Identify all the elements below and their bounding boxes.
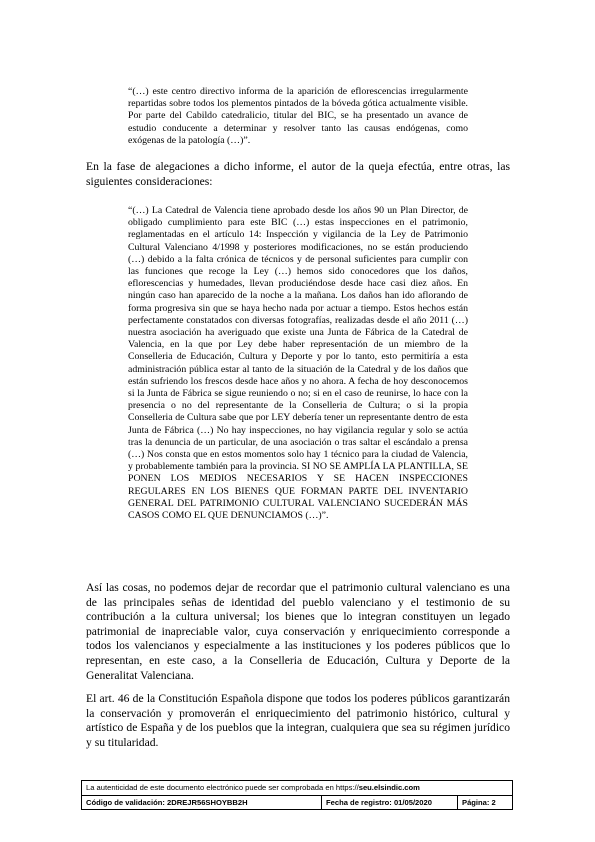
footer-info-row xyxy=(82,796,512,810)
validation-code: Código de validación: 2DREJR56SHOYBB2H xyxy=(82,796,322,810)
paragraph-constitution-art46: El art. 46 de la Constitución Española dispone que todos los poderes públicos garantizarán la conservación y promoverán el enriquecimiento del patrimonio histórico, cultural y artístico de España y de los pueblos que la integran, cualquiera que sea su régimen jurídico y su titularidad. xyxy=(86,692,510,749)
quote-block-1: “(…) este centro directivo informa de la aparición de eflorescencias irregularmente repartidas sobre todos los plementos pintados de la bóveda gótica actualmente visible. Por parte del Cabildo catedralicio, titular del BIC, se ha presentado un avance de estudio conducente a determinar y resolver tanto las causas endógenas, como exógenas de la patología (…)”. xyxy=(128,86,468,146)
registration-date: Fecha de registro: 01/05/2020 xyxy=(322,796,458,810)
paragraph-cultural-heritage: Así las cosas, no podemos dejar de recordar que el patrimonio cultural valenciano es una de las principales señas de identidad del pueblo valenciano y el testimonio de su contribución a la cultura universal; los bienes que lo integran constituyen un legado patrimonial de inapreciable valor, cuya conservación y enriquecimiento corresponde a todos los valencianos y especialmente a las instituciones y los poderes públicos que lo representan, en este caso, a la Conselleria de Educación, Cultura y Deporte de la Generalitat Valenciana. xyxy=(86,581,510,682)
authenticity-text: La autenticidad de este documento electrónico puede ser comprobada en https:// xyxy=(86,783,359,792)
quote-block-2: “(…) La Catedral de Valencia tiene aprobado desde los años 90 un Plan Director, de obligado cumplimiento para este BIC (…) estas inspecciones en el patrimonio, reglamentadas en el artículo 14: Inspección y vigilancia de la Ley de Patrimonio Cultural Valenciano 4/1998 y posteriores modificaciones, no se están produciendo (…) debido a la falta crónica de técnicos y de personal suficientes para cumplir con las funciones que recoge la Ley (…) hemos sido conocedores que los daños, eflorescencias y humedades, llevan produciéndose desde hace casi diez años. En ningún caso han aparecido de la noche a la mañana. Los daños han ido aflorando de forma progresiva sin que se haya hecho nada por actuar a tiempo. Estos hechos están perfectamente constatados con diversas fotografías, realizadas desde el año 2011 (…) nuestra asociación ha averiguado que existe una Junta de Fábrica de la Catedral de Valencia, en la que por Ley debe haber representación de un miembro de la Conselleria de Educación, Cultura y Deporte y por lo tanto, esto permitiría a esta administración pública estar al tanto de la situación de la Catedral y de los daños que están sufriendo los frescos desde hace años y no ahora. A fecha de hoy desconocemos si la Junta de Fábrica se sigue reuniendo o no; si en el caso de reunirse, lo hace con la presencia o no del representante de la Conselleria de Cultura; o si la propia Conselleria de Cultura sabe que por LEY debería tener un representante dentro de esta Junta de Fábrica (…) No hay inspecciones, no hay vigilancia regular y solo se actúa tras la denuncia de un particular, de una asociación o tras saltar el escándalo a prensa (…) Nos consta que en estos momentos solo hay 1 técnico para la ciudad de Valencia, y probablemente también para la provincia. SI NO SE AMPLÍA LA PLANTILLA, SE PONEN LOS MEDIOS NECESARIOS Y SE HACEN INSPECCIONES REGULARES EN LOS BIENES QUE FORMAN PARTE DEL INVENTARIO GENERAL DEL PATRIMONIO CULTURAL VALENCIANO SUCEDERÁN MÁS CASOS COMO EL QUE DENUNCIAMOS (…)”. xyxy=(128,205,468,522)
document-footer xyxy=(81,780,513,810)
authenticity-notice xyxy=(82,781,512,796)
paragraph-allegations-intro: En la fase de alegaciones a dicho informe, el autor de la queja efectúa, entre otras, las siguientes consideraciones: xyxy=(86,160,510,188)
page-number: Página: 2 xyxy=(462,798,496,807)
verification-domain: seu.elsindic.com xyxy=(358,783,420,792)
